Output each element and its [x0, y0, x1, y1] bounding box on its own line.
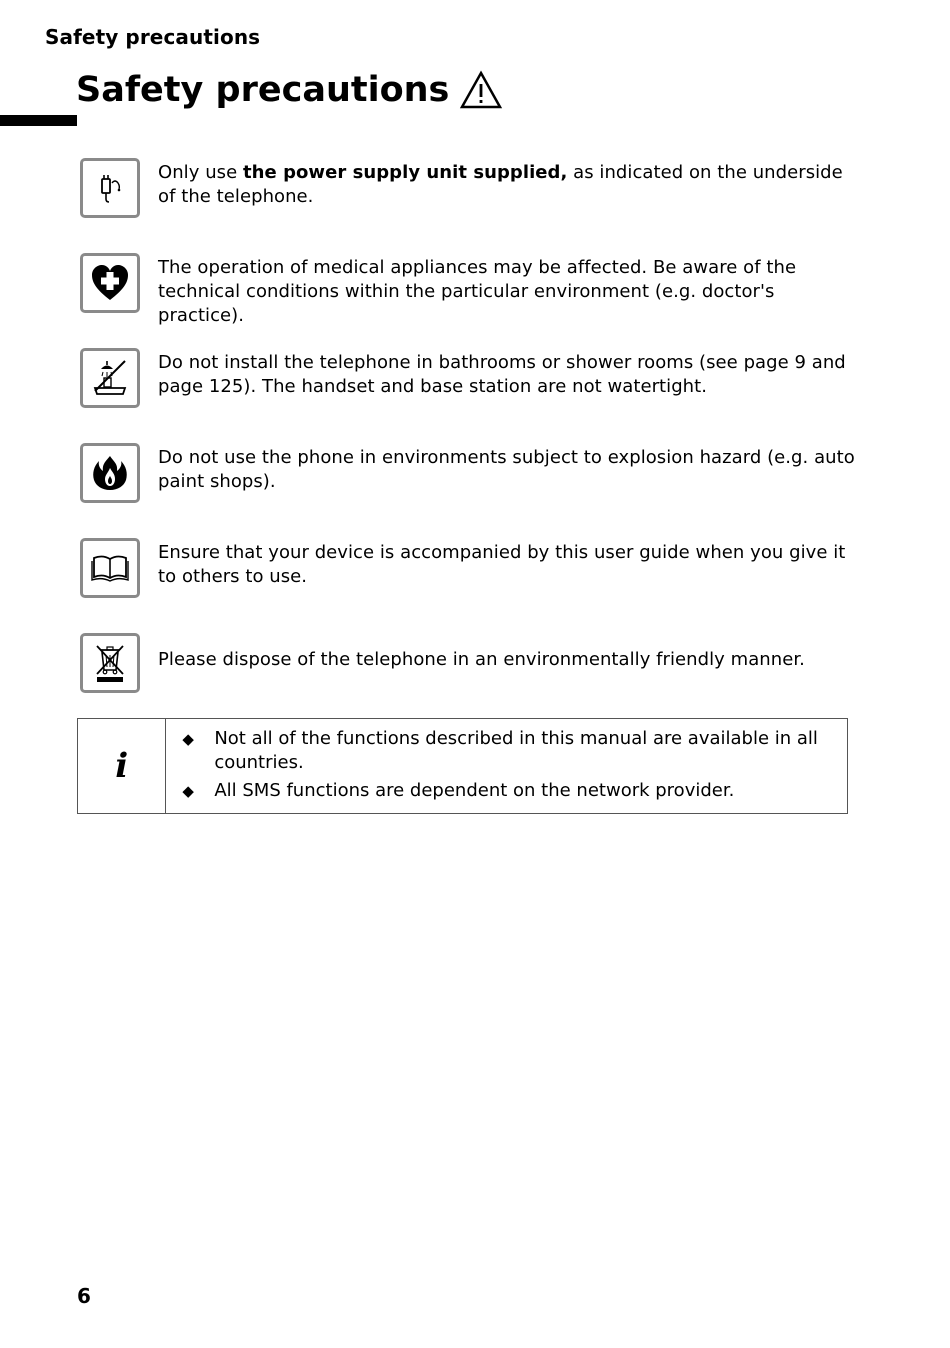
- safety-item-text: Do not install the telephone in bathrooms or shower rooms (see page 9 and page 125). The handset and base station are not watertight.: [158, 352, 846, 397]
- no-shower-icon: [80, 348, 140, 408]
- page-title: [76, 70, 503, 110]
- safety-item-text: Please dispose of the telephone in an environmentally friendly manner.: [158, 649, 805, 670]
- diamond-bullet-icon: ◆: [182, 782, 194, 800]
- page-number: 6: [77, 1284, 91, 1308]
- list-item: [182, 727, 847, 775]
- page-title-text: Safety precautions: [76, 70, 450, 110]
- safety-item-text: Only use the power supply unit supplied, as indicated on the underside of the telephone.: [158, 162, 843, 207]
- info-note-list: [166, 719, 847, 813]
- safety-item-disposal: [80, 633, 855, 693]
- open-book-icon: [80, 538, 140, 598]
- info-icon: i: [78, 719, 166, 813]
- safety-item-medical: [80, 253, 855, 328]
- safety-item-explosion: [80, 443, 855, 503]
- info-note-box: [77, 718, 848, 814]
- safety-item-text: Do not use the phone in environments subject to explosion hazard (e.g. auto paint shops).: [158, 447, 855, 492]
- list-item: [182, 779, 847, 803]
- running-header: Safety precautions: [45, 25, 261, 49]
- info-note-text: Not all of the functions described in this manual are available in all countries.: [214, 728, 818, 773]
- crossed-bin-icon: [80, 633, 140, 693]
- warning-triangle-icon: [459, 70, 503, 110]
- info-note-text: All SMS functions are dependent on the network provider.: [214, 780, 735, 801]
- safety-item-text: Ensure that your device is accompanied by this user guide when you give it to others to use.: [158, 542, 846, 587]
- explosion-flame-icon: [80, 443, 140, 503]
- safety-item-bathroom: [80, 348, 855, 408]
- safety-item-user-guide: [80, 538, 855, 598]
- medical-heart-cross-icon: [80, 253, 140, 313]
- title-rule: [0, 115, 77, 126]
- safety-item-text: The operation of medical appliances may be affected. Be aware of the technical conditions within the particular environment (e.g. doctor's practice).: [158, 257, 797, 326]
- diamond-bullet-icon: ◆: [182, 730, 194, 748]
- power-plug-icon: [80, 158, 140, 218]
- safety-item-power-supply: [80, 158, 855, 218]
